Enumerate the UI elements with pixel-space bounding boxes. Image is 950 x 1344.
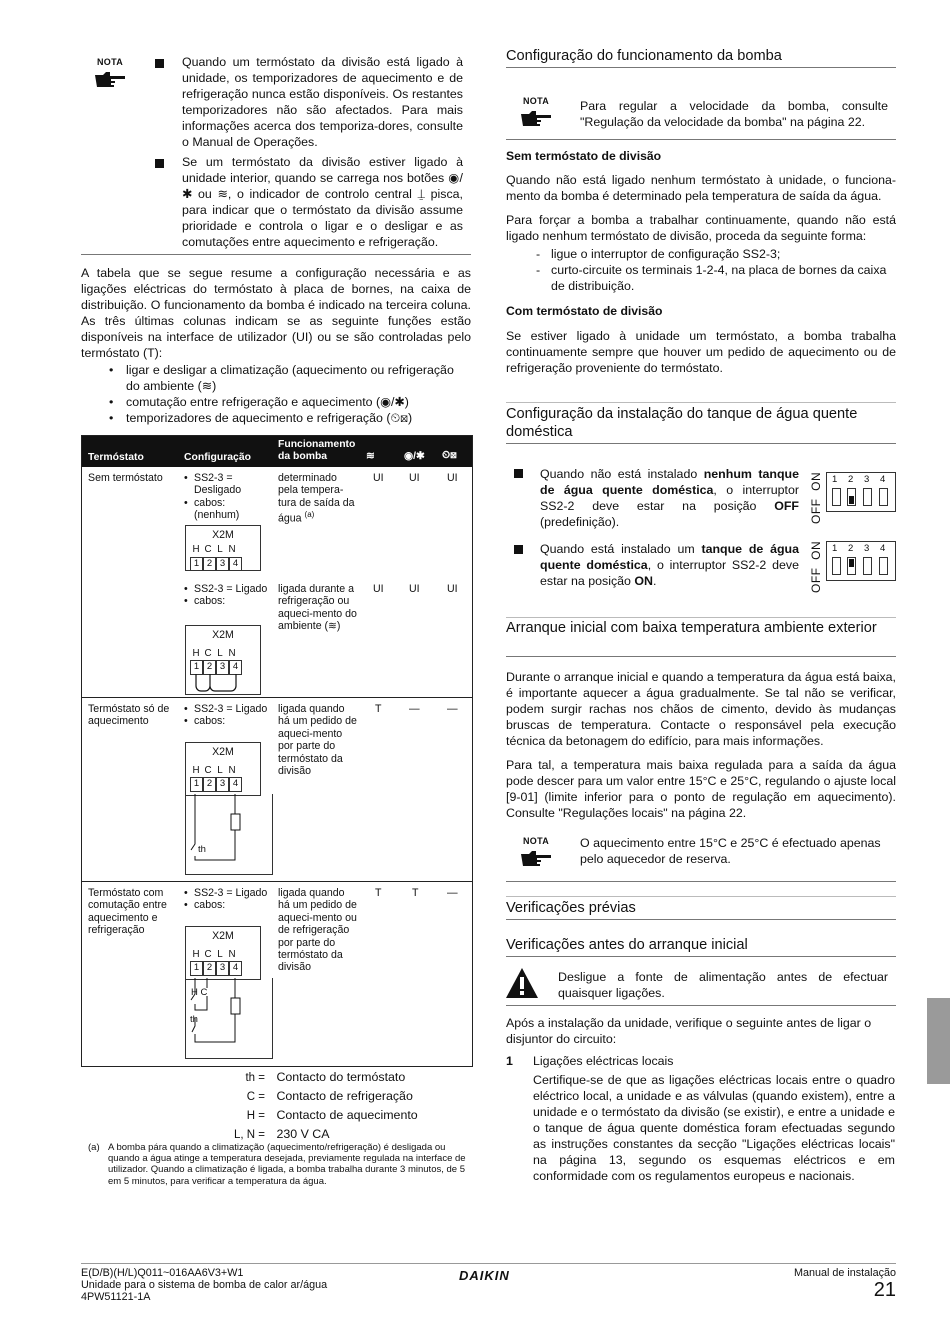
x2m-terminal-diagram: X2M H C L N 1 2 3 4	[185, 525, 261, 571]
config-list: • SS2-3 = Ligado • cabos:	[184, 583, 268, 608]
table-row: Sem termóstato • SS2-3 = Desligado • cabos: (nenhum) determinado pela tempera-tura de saída da água $^{(a)}$ UI UI UI X2M H C L N 1 2 3 4	[82, 467, 472, 577]
note-label: NOTA	[96, 57, 124, 67]
note-paragraph: Para regular a velocidade da bomba, consulte "Regulação da velocidade da bomba" na página 22.	[580, 99, 888, 129]
bullet-square	[514, 545, 523, 554]
x2m-terminal-diagram: X2M H C L N 1 2 3 4	[185, 625, 261, 695]
item-title: Ligações eléctricas locais	[533, 1054, 674, 1068]
dip-switch-on: OFF ON 1 2 3 4	[808, 537, 893, 597]
bullet-square	[155, 59, 164, 68]
model-code: E(D/B)(H/L)Q011~016AA6V3+W1	[81, 1267, 244, 1279]
list-item: • comutação entre refrigeração e aquecimento (◉/✱)	[109, 395, 409, 409]
note-icon: NOTA	[514, 836, 558, 868]
dash-list	[506, 246, 896, 294]
note-divider	[81, 254, 471, 255]
manual-title: Manual de instalação	[793, 1267, 896, 1279]
pump-text: ligada quando há um pedido de aqueci-mento ou de refrigeração por parte do termóstato da divisão	[278, 887, 357, 974]
note-icon	[88, 57, 132, 89]
paragraph: Após a instalação da unidade, verifique o seguinte antes de ligar o disjuntor do circuito:	[506, 1016, 872, 1046]
pointing-hand-icon	[93, 71, 127, 89]
footer-left	[81, 1267, 327, 1303]
header-timers: ⏲⊠	[442, 450, 457, 461]
hc-label: H C	[191, 987, 208, 998]
legend	[200, 1068, 470, 1144]
pump-text: determinado pela tempera-tura de saída da água $^{(a)}$	[278, 472, 355, 525]
config-list: • SS2-3 = Desligado • cabos: (nenhum)	[184, 472, 242, 522]
heading-initial-start: Arranque inicial com baixa temperatura ambiente exterior	[506, 620, 877, 636]
header-pump: Funcionamento da bomba	[278, 439, 356, 462]
footnote: A bomba pára quando a climatização (aquecimento/refrigeração) é desligada ou quando a água atinge a temperatura desejada, previamente regulada na interface de utilizador. Quando a climatização é ligada, a bomba trabalha durante 3 minutos, de 5 em 5 minutos, para verificar a temperatura da água.	[108, 1142, 466, 1187]
warning-divider	[506, 1005, 896, 1006]
note-paragraph: Quando um termóstato da divisão está ligado à unidade, os temporizadores de aquecimento e de refrigeração nunca estão disponíveis. Os restantes temporizadores não são afectados. Para mais informações acerca dos temporiza-dores, consulte o Manual de Operações.	[182, 55, 463, 149]
daikin-logo: DAIKIN	[459, 1268, 510, 1283]
paragraph: Para forçar a bomba a trabalhar continuamente, quando não está ligado nenhum termóstato de divisão, proceda da seguinte forma:	[506, 213, 896, 243]
list-item: • ligar e desligar a climatização (aquecimento ou refrigeração do ambiente (≋)	[109, 363, 454, 393]
list-item: - ligue o interruptor de configuração SS2-3;	[536, 247, 781, 261]
pointing-hand-icon	[519, 850, 553, 868]
header-climate: ≋	[366, 451, 375, 462]
paragraph: Durante o arranque inicial e quando a temperatura da água está baixa, é importante aquecer a água gradualmente. Se tal não se verificar, podem surgir rachas nos chãos de cimento, devido às mudanças bruscas de temperatura. Contacte o responsável pela execução técnica da betonagem do edifício, para mais informações.	[506, 670, 896, 748]
footnote-mark: (a)	[88, 1142, 100, 1153]
item-number: 1	[506, 1054, 513, 1068]
header-mode: ◉/✱	[404, 451, 425, 462]
note-icon: NOTA	[514, 96, 558, 128]
heading-rule	[506, 919, 896, 920]
table-row: Termóstato com comutação entre aquecimento e refrigeração • SS2-3 = Ligado • cabos: ligada quando há um pedido de aqueci-mento ou de refrigeração por parte do termóstato da divisão T T — X2M H C L N 1 2 3 4 H C th	[82, 881, 472, 1066]
subheading: Com termóstato de divisão	[506, 304, 663, 318]
heading-checks-before-start: Verificações antes do arranque inicial	[506, 937, 748, 953]
section-rule	[506, 402, 896, 403]
footer-right	[700, 1267, 896, 1301]
header-config: Configuração	[184, 452, 251, 463]
jumper-wire	[186, 674, 260, 694]
config-list: • SS2-3 = Ligado • cabos:	[184, 703, 268, 728]
heading-rule	[506, 67, 896, 68]
heading-rule	[506, 656, 896, 657]
table-row: • SS2-3 = Ligado • cabos: ligada durante a refrigeração ou aqueci-mento do ambiente (≋) UI UI UI X2M H C L N 1 2 3 4	[82, 577, 472, 697]
paragraph: Para tal, a temperatura mais baixa regulada para a saída da água pode descer para um valor entre 15°C e 25°C, regulando o ajuste local [9-01] (limite inferior para o ponto de regulação em aquecimento). Consulte "Regulações locais" na página 22.	[506, 758, 896, 820]
intro-paragraph: A tabela que se segue resume a configuração necessária e as ligações eléctricas do termóstato à placa de bornes, na caixa de distribuição. O funcionamento da bomba é indicado na terceira coluna. As três últimas colunas indicam se as seguinte funções estão disponíveis na interface de utilizador (UI) ou se são controladas pelo termóstato (T):	[81, 266, 471, 360]
pump-text: ligada quando há um pedido de aqueci-mento por parte do termóstato da divisão	[278, 703, 357, 778]
paragraph: Quando não está ligado nenhum termóstato à unidade, o funciona-mento da bomba é determinado pela temperatura de saída da água.	[506, 173, 896, 203]
x2m-thermostat-diagram: X2M H C L N 1 2 3 4	[185, 742, 261, 796]
intro-bullet-list	[81, 362, 471, 426]
document-code: 4PW51121-1A	[81, 1291, 151, 1303]
thermostat-table	[81, 435, 473, 1067]
legend-row: th = Contacto do termóstato	[245, 1070, 406, 1084]
heading-tank-config: Configuração da instalação do tanque de água quente doméstica	[506, 406, 858, 440]
note-divider	[506, 881, 896, 882]
subheading: Sem termóstato de divisão	[506, 149, 662, 163]
note-divider	[506, 139, 896, 140]
note-paragraph: O aquecimento entre 15°C e 25°C é efectuado apenas pelo aquecedor de reserva.	[580, 836, 881, 866]
section-rule	[506, 617, 896, 618]
heading-pump-config: Configuração do funcionamento da bomba	[506, 48, 782, 64]
bullet-square	[514, 469, 523, 478]
page-number: 21	[873, 1279, 896, 1301]
thermostat-box	[185, 978, 273, 1059]
paragraph: Se estiver ligado à unidade um termóstato, a bomba trabalha continuamente sempre que houver um pedido de aquecimento ou de refrigeração proveniente do termóstato.	[506, 329, 896, 375]
section-rule	[506, 896, 896, 897]
header-thermostat: Termóstato	[88, 452, 144, 463]
unit-description: Unidade para o sistema de bomba de calor ar/água	[81, 1279, 328, 1291]
table-row: Termóstato só de aquecimento • SS2-3 = Ligado • cabos: ligada quando há um pedido de aqueci-mento por parte do termóstato da divisão T — — X2M H C L N 1 2 3 4 th	[82, 697, 472, 881]
thermostat-wiring	[186, 794, 272, 874]
heading-checks: Verificações prévias	[506, 900, 636, 916]
tank-paragraph: Quando não está instalado nenhum tanque de água quente doméstica, o interruptor SS2-2 deve estar na posição OFF (predefinição).	[540, 467, 799, 529]
x2m-thermostat-diagram: X2M H C L N 1 2 3 4	[185, 926, 261, 980]
warning-text: Desligue a fonte de alimentação antes de efectuar quaisquer ligações.	[558, 970, 888, 1000]
footer-rule	[81, 1263, 896, 1264]
item-text: Certifique-se de que as ligações eléctricas locais entre o quadro eléctrico local, a unidade e as válvulas (quando existem), entre a unidade e o termóstato da divisão (se existir), e entre a unidade e o tanque de água quente doméstica foram efectuadas segundo as instruções constantes da secção "Ligações eléctricas locais" na página 13, segundo os esquemas eléctricos e em conformidade com os regulamentos europeus e nacionais.	[533, 1073, 895, 1183]
bullet-square	[155, 159, 164, 168]
legend-row: H = Contacto de aquecimento	[246, 1108, 418, 1122]
tank-paragraph: Quando está instalado um tanque de água quente doméstica, o interruptor SS2-2 deve estar na posição ON.	[540, 542, 799, 588]
table-header	[82, 436, 472, 467]
side-tab	[927, 998, 950, 1084]
warning-icon	[505, 967, 539, 999]
thermostat-box	[185, 794, 273, 875]
heading-rule	[506, 443, 896, 444]
note-paragraph: Se um termóstato da divisão estiver ligado à unidade interior, quando se carrega nos botões ◉/✱ ou ≋, o indicador de controlo central ⍊ pisca, para indicar que o termóstato da divisão assume prioridade e controla o ligar e o desligar e as comutações entre aquecimento e refrigeração.	[182, 155, 463, 249]
pointing-hand-icon	[519, 110, 553, 128]
heading-rule	[506, 956, 896, 957]
legend-row: L, N = 230 V CA	[233, 1127, 330, 1141]
dip-switch-off: OFF ON 1 2 3 4	[808, 466, 893, 526]
th-label: th	[198, 844, 206, 855]
th-label: th	[190, 1014, 198, 1025]
legend-row: C = Contacto de refrigeração	[246, 1089, 413, 1103]
list-item: - curto-circuite os terminais 1-2-4, na placa de bornes da caixa de distribuição.	[536, 263, 887, 293]
list-item: • temporizadores de aquecimento e refrigeração (⏲⊠)	[109, 411, 413, 425]
config-list: • SS2-3 = Ligado • cabos:	[184, 887, 268, 912]
pump-text: ligada durante a refrigeração ou aqueci-mento do ambiente (≋)	[278, 583, 357, 633]
